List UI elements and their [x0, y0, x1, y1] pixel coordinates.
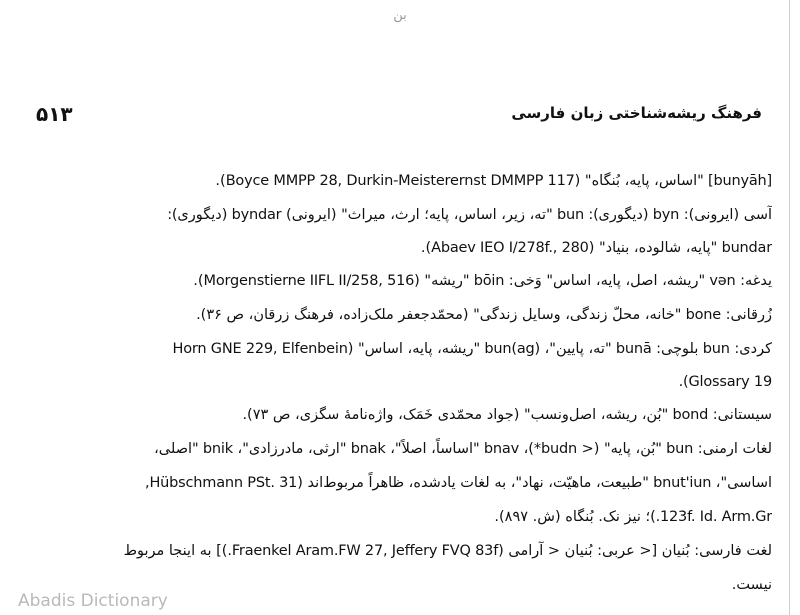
entry-line: [bunyāh] "اساس، پایه، بُنگاه" (Boyce MMPP 28, Durkin-Meisterernst DMMPP 117).	[215, 173, 772, 189]
entry-line: آسی (ایرونی): byn (دیگوری): bun "ته، زیر، اساس، پایه؛ ارث، میراث" (ایرونی) byndar (دیگوری):	[167, 207, 772, 223]
entry-line: نیست.	[731, 577, 772, 593]
entry-line: 123f. Id. Arm.Gr.)؛ نیز نک. بُنگاه (ش. ۸۹۷).	[494, 509, 772, 525]
entry-line: لغت فارسی: بُنیان [< عربی: بُنیان < آرامی (Fraenkel Aram.FW 27, Jeffery FVQ 83f.)] به اینجا مربوط	[123, 543, 772, 559]
entry-line: یدغه: vən "ریشه، اصل، پایه، اساس" وَخی: bōin "ریشه" (Morgenstierne IIFL II/258, 516).	[193, 273, 772, 289]
headword-label: بن	[393, 8, 407, 23]
entry-line: سیستانی: bond "بُن، ریشه، اصل‌ونسب" (جواد محمّدی خَمَک، واژه‌نامهٔ سگزی، ص ۷۳).	[242, 407, 772, 423]
book-title: فرهنگ ریشه‌شناختی زبان فارسی	[511, 104, 762, 122]
page-number: ۵۱۳	[36, 102, 73, 126]
page-edge-rule	[789, 0, 790, 615]
entry-line: Glossary 19).	[678, 374, 772, 390]
entry-line: لغات ارمنی: bun "بُن، پایه" (< budn*)، bnav "اساساً، اصلاً"، bnak "ارثی، مادرزادی"، bnik "اصلی،	[154, 441, 772, 457]
entry-line: کردی: bun بلوچی: bunā "ته، پایین"، bun(ag) "ریشه، پایه، اساس" (Horn GNE 229, Elfenbein	[172, 341, 772, 357]
entry-line: زُرقانی: bone "خانه، محلّ زندگی، وسایل زندگی" (محمّدجعفر ملک‌زاده، فرهنگ زرقان، ص ۳۶).	[196, 307, 772, 323]
entry-line: bundar "پایه، شالوده، بنیاد" (Abaev IEO I/278f., 280).	[420, 240, 772, 256]
entry-line: اساسی"، bnut'iun "طبیعت، ماهیّت، نهاد"، به لغات یادشده، ظاهراً مربوط‌اند (Hübschmann PSt. 31,	[145, 475, 772, 491]
site-watermark: Abadis Dictionary	[18, 591, 168, 611]
